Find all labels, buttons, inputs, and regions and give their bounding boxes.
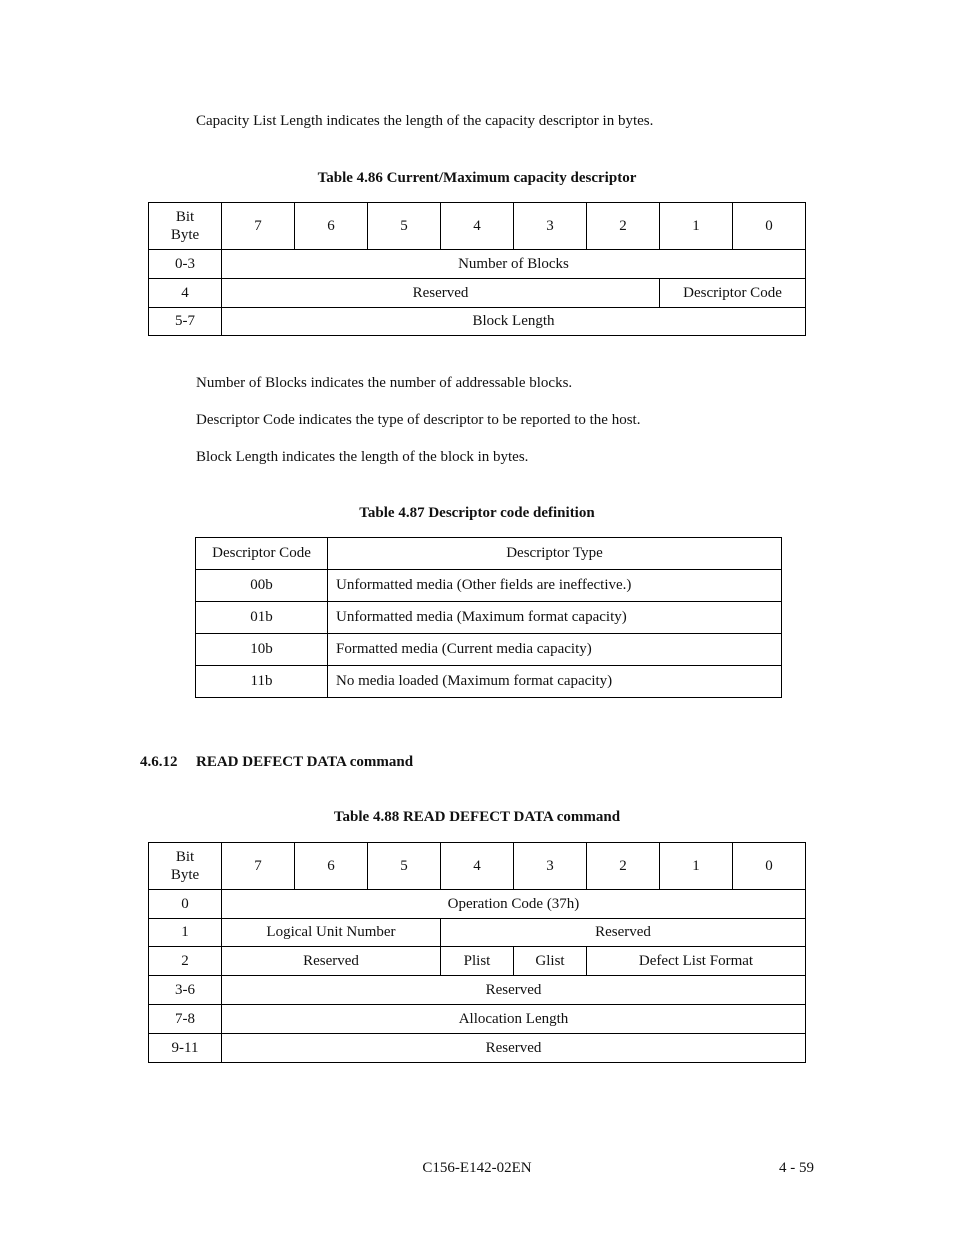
bit-byte-header-cell [149, 843, 222, 890]
bit-header-cell: 2 [587, 203, 660, 250]
table-header-row [196, 538, 782, 570]
bit-header-cell: 3 [514, 203, 587, 250]
byte-cell: 9-11 [149, 1034, 222, 1063]
type-cell: No media loaded (Maximum format capacity) [328, 666, 782, 698]
byte-cell: 0 [149, 890, 222, 919]
field-cell: Operation Code (37h) [222, 890, 806, 919]
field-cell: Block Length [222, 308, 806, 336]
table-row [149, 1034, 806, 1063]
field-cell: Allocation Length [222, 1005, 806, 1034]
type-cell: Unformatted media (Maximum format capacity) [328, 602, 782, 634]
bit-header-cell: 5 [368, 843, 441, 890]
byte-cell: 3-6 [149, 976, 222, 1005]
field-cell: Reserved [222, 976, 806, 1005]
description-paragraph: Descriptor Code indicates the type of descriptor to be reported to the host. [196, 412, 641, 428]
table-row [149, 279, 806, 308]
table-row [196, 570, 782, 602]
footer-page-number: 4 - 59 [779, 1160, 814, 1176]
field-cell: Descriptor Code [660, 279, 806, 308]
table-87 [195, 537, 782, 698]
table-header-row [149, 203, 806, 250]
table-row [149, 890, 806, 919]
description-paragraph: Block Length indicates the length of the block in bytes. [196, 449, 529, 465]
bit-header-cell: 1 [660, 843, 733, 890]
code-cell: 10b [196, 634, 328, 666]
table-87-caption: Table 4.87 Descriptor code definition [359, 505, 595, 521]
field-cell: Number of Blocks [222, 250, 806, 279]
byte-label: Byte [170, 227, 200, 243]
type-cell: Formatted media (Current media capacity) [328, 634, 782, 666]
table-row [149, 947, 806, 976]
bit-header-cell: 2 [587, 843, 660, 890]
field-cell: Reserved [222, 947, 441, 976]
table-row [196, 602, 782, 634]
field-cell: Reserved [441, 919, 806, 947]
bit-header-cell: 0 [733, 843, 806, 890]
table-88-caption: Table 4.88 READ DEFECT DATA command [333, 809, 621, 825]
description-paragraph: Number of Blocks indicates the number of addressable blocks. [196, 375, 573, 391]
field-cell: Reserved [222, 1034, 806, 1063]
bit-label: Bit [175, 209, 195, 225]
field-cell: Logical Unit Number [222, 919, 441, 947]
byte-label: Byte [170, 867, 200, 883]
bit-header-cell: 0 [733, 203, 806, 250]
table-86-caption: Table 4.86 Current/Maximum capacity descriptor [317, 170, 637, 186]
table-row [149, 919, 806, 947]
header-cell: Descriptor Type [328, 538, 782, 570]
table-row [149, 308, 806, 336]
table-86 [148, 202, 806, 336]
bit-header-cell: 1 [660, 203, 733, 250]
field-cell: Defect List Format [587, 947, 806, 976]
bit-header-cell: 3 [514, 843, 587, 890]
bit-byte-header-cell [149, 203, 222, 250]
byte-cell: 0-3 [149, 250, 222, 279]
byte-cell: 5-7 [149, 308, 222, 336]
footer-doc-id: C156-E142-02EN [422, 1160, 532, 1176]
code-cell: 01b [196, 602, 328, 634]
type-cell: Unformatted media (Other fields are ineffective.) [328, 570, 782, 602]
table-row [149, 1005, 806, 1034]
table-88 [148, 842, 806, 1063]
bit-header-cell: 4 [441, 843, 514, 890]
bit-header-cell: 5 [368, 203, 441, 250]
table-row [196, 634, 782, 666]
bit-header-cell: 4 [441, 203, 514, 250]
code-cell: 00b [196, 570, 328, 602]
bit-header-cell: 7 [222, 843, 295, 890]
bit-header-cell: 7 [222, 203, 295, 250]
table-header-row [149, 843, 806, 890]
section-number: 4.6.12 [140, 754, 178, 770]
byte-cell: 4 [149, 279, 222, 308]
byte-cell: 1 [149, 919, 222, 947]
table-row [196, 666, 782, 698]
byte-cell: 7-8 [149, 1005, 222, 1034]
bit-label: Bit [175, 849, 195, 865]
intro-paragraph: Capacity List Length indicates the length of the capacity descriptor in bytes. [196, 113, 654, 129]
code-cell: 11b [196, 666, 328, 698]
table-row [149, 250, 806, 279]
field-cell: Glist [514, 947, 587, 976]
bit-header-cell: 6 [295, 843, 368, 890]
field-cell: Plist [441, 947, 514, 976]
header-cell: Descriptor Code [196, 538, 328, 570]
bit-header-cell: 6 [295, 203, 368, 250]
section-title: READ DEFECT DATA command [196, 754, 414, 770]
field-cell: Reserved [222, 279, 660, 308]
table-row [149, 976, 806, 1005]
byte-cell: 2 [149, 947, 222, 976]
section-heading [140, 754, 413, 771]
